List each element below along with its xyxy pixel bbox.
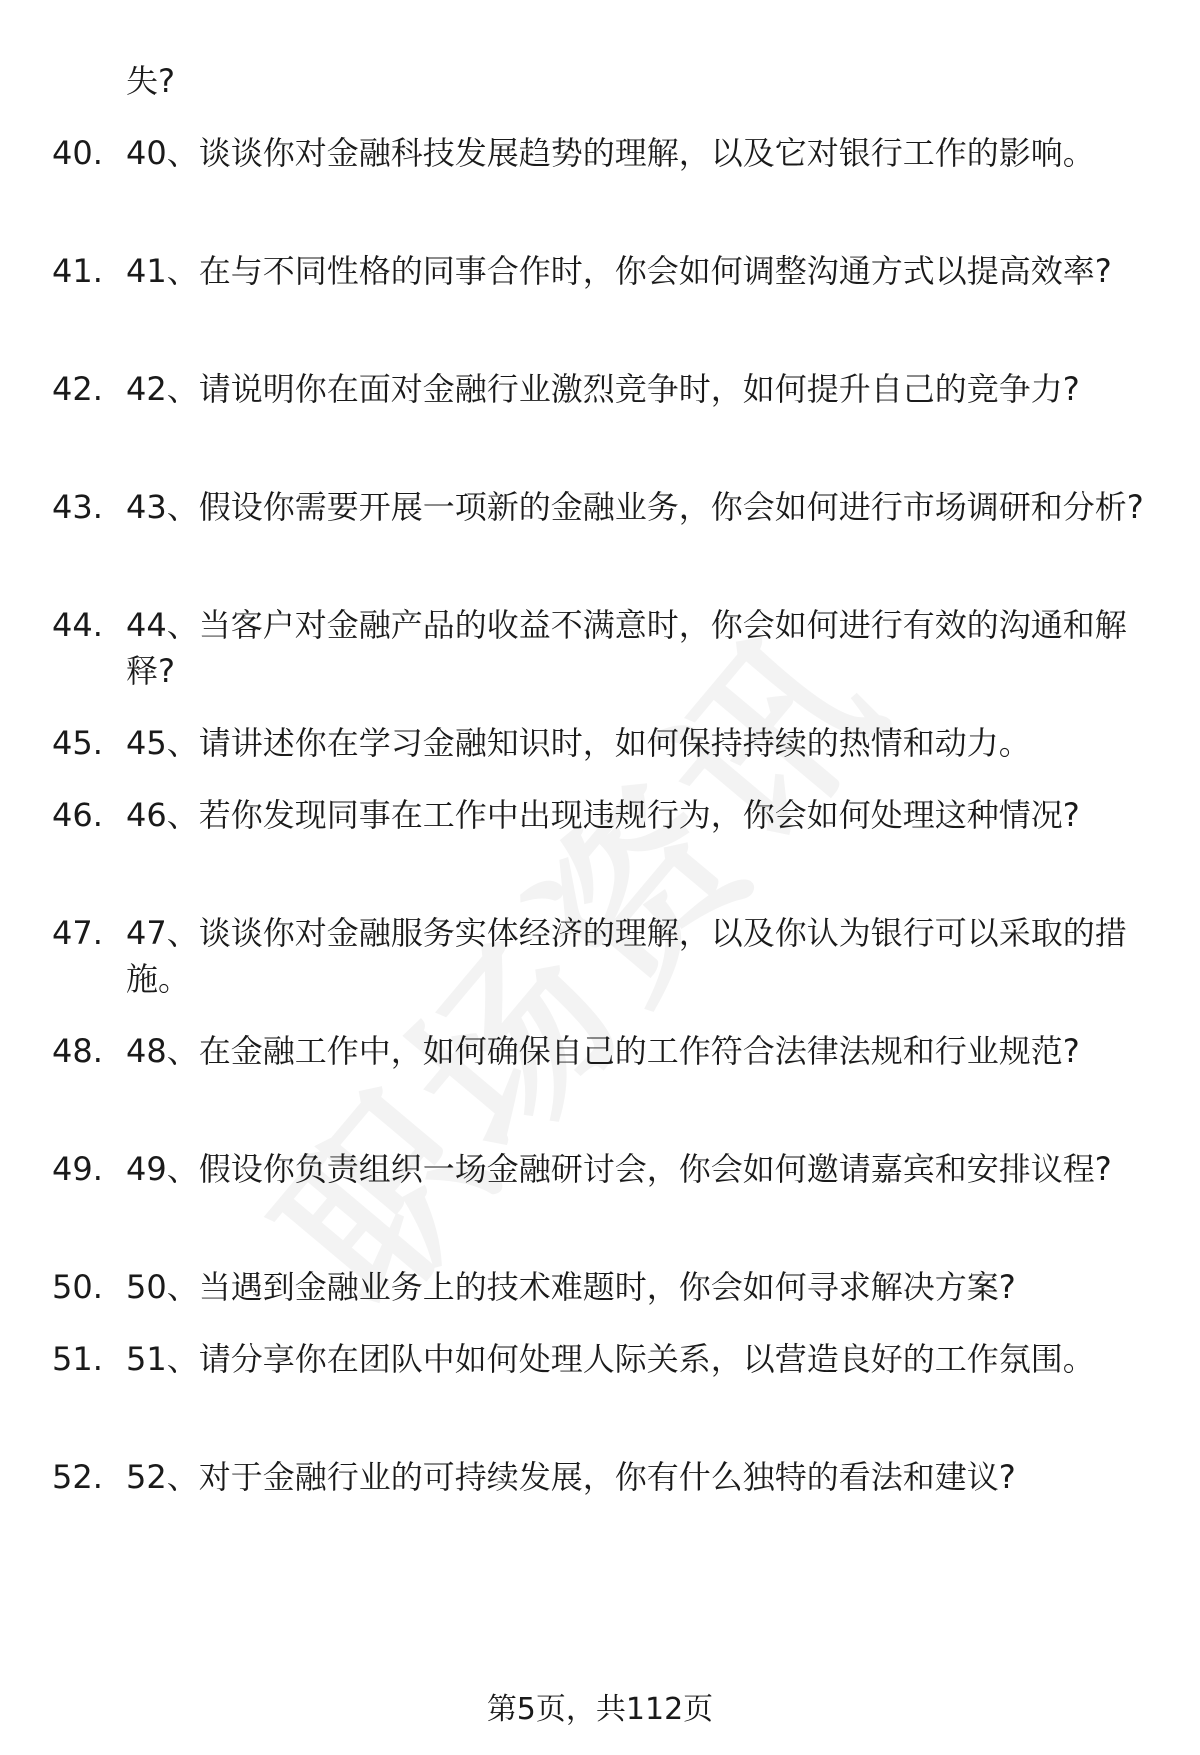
item-number: 44. [52,606,103,644]
item-text: 46、若你发现同事在工作中出现违规行为，你会如何处理这种情况? [126,796,1080,834]
item-number: 46. [52,796,103,834]
item-number: 42. [52,370,103,408]
item-number: 45. [52,724,103,762]
item-number: 48. [52,1032,103,1070]
item-text: 52、对于金融行业的可持续发展，你有什么独特的看法和建议? [126,1458,1016,1496]
item-number: 52. [52,1458,103,1496]
item-text: 45、请讲述你在学习金融知识时，如何保持持续的热情和动力。 [126,724,1031,762]
item-number: 50. [52,1268,103,1306]
item-text: 42、请说明你在面对金融行业激烈竞争时，如何提升自己的竞争力? [126,370,1080,408]
continuation-text: 失? [126,62,175,100]
item-text: 47、谈谈你对金融服务实体经济的理解，以及你认为银行可以采取的措施。 [126,914,1127,998]
item-text: 41、在与不同性格的同事合作时，你会如何调整沟通方式以提高效率? [126,252,1112,290]
item-text: 40、谈谈你对金融科技发展趋势的理解，以及它对银行工作的影响。 [126,134,1095,172]
item-number: 40. [52,134,103,172]
item-text: 48、在金融工作中，如何确保自己的工作符合法律法规和行业规范? [126,1032,1080,1070]
item-number: 43. [52,488,103,526]
item-number: 51. [52,1340,103,1378]
item-number: 49. [52,1150,103,1188]
item-text: 43、假设你需要开展一项新的金融业务，你会如何进行市场调研和分析? [126,488,1144,526]
item-number: 41. [52,252,103,290]
item-text: 49、假设你负责组织一场金融研讨会，你会如何邀请嘉宾和安排议程? [126,1150,1112,1188]
item-number: 47. [52,914,103,952]
page-footer: 第5页，共112页 [486,1692,714,1727]
item-text: 51、请分享你在团队中如何处理人际关系，以营造良好的工作氛围。 [126,1340,1095,1378]
item-text: 50、当遇到金融业务上的技术难题时，你会如何寻求解决方案? [126,1268,1016,1306]
item-text: 44、当客户对金融产品的收益不满意时，你会如何进行有效的沟通和解释? [126,606,1127,690]
